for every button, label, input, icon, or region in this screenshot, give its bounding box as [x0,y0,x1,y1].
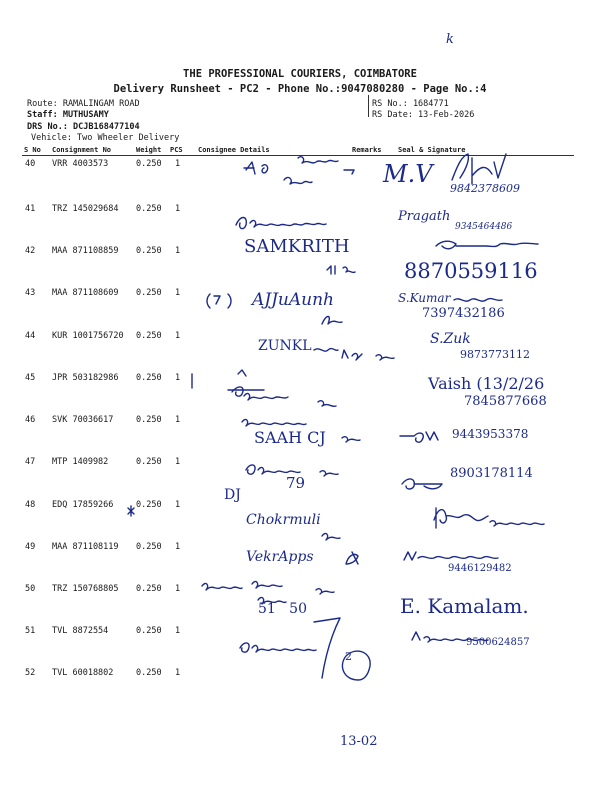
row-sno: 48 [25,500,36,510]
row-sno: 46 [25,415,36,425]
consignee-dj-48: DJ [224,487,241,503]
row-weight: 0.250 [136,204,162,214]
col-seal: Seal & Signature [398,146,466,154]
row-sno: 45 [25,373,36,383]
signature-49 [402,550,512,564]
rs-no-label: RS No.: 1684771 [372,99,449,109]
row-pcs: 1 [175,626,181,636]
row-sno: 51 [25,626,36,636]
signature-44: S.Zuk [430,331,471,347]
phone-43: 7397432186 [422,306,505,321]
consignee-44: ZUNKL [258,338,312,354]
row-weight: 0.250 [136,246,162,256]
row-sno: 49 [25,542,36,552]
bottom-mark: 13-02 [340,734,378,749]
drs-label: DRS No.: DCJB168477104 [27,122,140,132]
row-sno: 43 [25,288,36,298]
row-consignment: SVK 70036617 [52,415,114,425]
consignee-note-46 [340,430,364,444]
row-consignment: TRZ 150768805 [52,584,119,594]
signature-46 [398,426,446,444]
row-pcs: 1 [175,457,181,467]
col-pcs: PCS [170,146,183,154]
signature-42 [432,236,552,260]
consignee-scribble-41 [232,207,362,237]
signature-43: S.Kumar [398,291,451,305]
row-pcs: 1 [175,159,181,169]
row-pcs: 1 [175,542,181,552]
row-weight: 0.250 [136,500,162,510]
row-consignment: KUR 1001756720 [52,331,124,341]
row-pcs: 1 [175,288,181,298]
row-consignment: JPR 503182986 [52,373,119,383]
row-consignment: MTP 1409982 [52,457,109,467]
consignee-num-47: 79 [286,474,306,492]
row-pcs: 1 [175,331,181,341]
consignee-note-42 [325,262,365,278]
ink-blot-48 [124,504,138,518]
vehicle-label: Vehicle: Two Wheeler Delivery [31,133,180,143]
row-sno: 52 [25,668,36,678]
consignee-43: AJJuAunh [252,290,334,310]
consignee-note-48 [320,528,350,542]
row-pcs: 1 [175,668,181,678]
row-consignment: VRR 4003573 [52,159,109,169]
row-sno: 44 [25,331,36,341]
row-pcs: 1 [175,500,181,510]
row-consignment: MAA 871108609 [52,288,119,298]
staff-label: Staff: MUTHUSAMY [27,110,109,120]
consignee-49: VekrApps [246,549,314,565]
signature-47 [398,474,446,492]
phone-46: 9443953378 [452,427,529,441]
row-weight: 0.250 [136,415,162,425]
row-pcs: 1 [175,415,181,425]
signature-40: M.V [383,160,433,188]
rs-divider [368,95,369,117]
signature-48 [430,502,560,530]
phone-45: 7845877668 [464,394,547,409]
col-remarks: Remarks [352,146,382,154]
consignee-46: SAAH CJ [254,428,326,447]
phone-49: 9446129482 [448,563,512,574]
runsheet-subtitle: Delivery Runsheet - PC2 - Phone No.:9047080280 - Page No.:4 [113,83,487,95]
phone-51: 9500624857 [466,637,530,648]
row-consignment: EDQ 17859266 [52,500,114,510]
col-details: Consignee Details [198,146,270,154]
row-weight: 0.250 [136,373,162,383]
signature-50: E. Kamalam. [400,594,529,618]
margin-mark-45 [186,372,198,390]
row-consignment: TRZ 145029684 [52,204,119,214]
row-weight: 0.250 [136,584,162,594]
row-consignment: TVL 8872554 [52,626,109,636]
row-weight: 0.250 [136,159,162,169]
row-weight: 0.250 [136,288,162,298]
row-sno: 50 [25,584,36,594]
phone-41: 9345464486 [455,222,513,232]
phone-42: 8870559116 [404,259,538,283]
row-consignment: MAA 871108859 [52,246,119,256]
consignee-bracket-43 [204,290,234,310]
row-weight: 0.250 [136,626,162,636]
phone-47: 8903178114 [450,466,533,481]
rs-date-label: RS Date: 13-Feb-2026 [372,110,475,120]
row-pcs: 1 [175,246,181,256]
row-pcs: 1 [175,373,181,383]
row-weight: 0.250 [136,331,162,341]
row-consignment: MAA 871108119 [52,542,119,552]
row-pcs: 1 [175,584,181,594]
col-sno: S No [24,146,41,154]
table-row [0,668,600,710]
consignee-scribble-44 [312,340,412,366]
row-weight: 0.250 [136,457,162,467]
consignee-nums-50: 51 50 [258,601,307,617]
col-consignment: Consignment No [52,146,112,154]
row-sno: 40 [25,159,36,169]
signature-45: Vaish (13/2/26 [428,374,545,393]
phone-44: 9873773112 [460,348,530,361]
company-title: THE PROFESSIONAL COURIERS, COIMBATORE [183,68,417,80]
col-weight: Weight [136,146,162,154]
consignee-scribble-45 [226,368,356,410]
consignee-note-49 [342,548,366,568]
route-label: Route: RAMALINGAM ROAD [27,99,140,109]
consignee-note-43 [318,310,348,330]
consignee-scribble-40 [240,152,370,196]
phone-40: 9842378609 [450,182,520,195]
row-sno: 42 [25,246,36,256]
top-mark: k [446,32,454,47]
row-sno: 47 [25,457,36,467]
signature-41: Pragath [398,209,451,224]
row-weight: 0.250 [136,542,162,552]
consignee-42: SAMKRITH [244,236,350,257]
row-sno: 41 [25,204,36,214]
circle-number: 2 [345,650,352,663]
row-pcs: 1 [175,204,181,214]
row-weight: 0.250 [136,668,162,678]
consignee-48: Chokrmuli [246,512,321,528]
signature-stroke-43 [452,294,512,304]
row-consignment: TVL 60018802 [52,668,114,678]
